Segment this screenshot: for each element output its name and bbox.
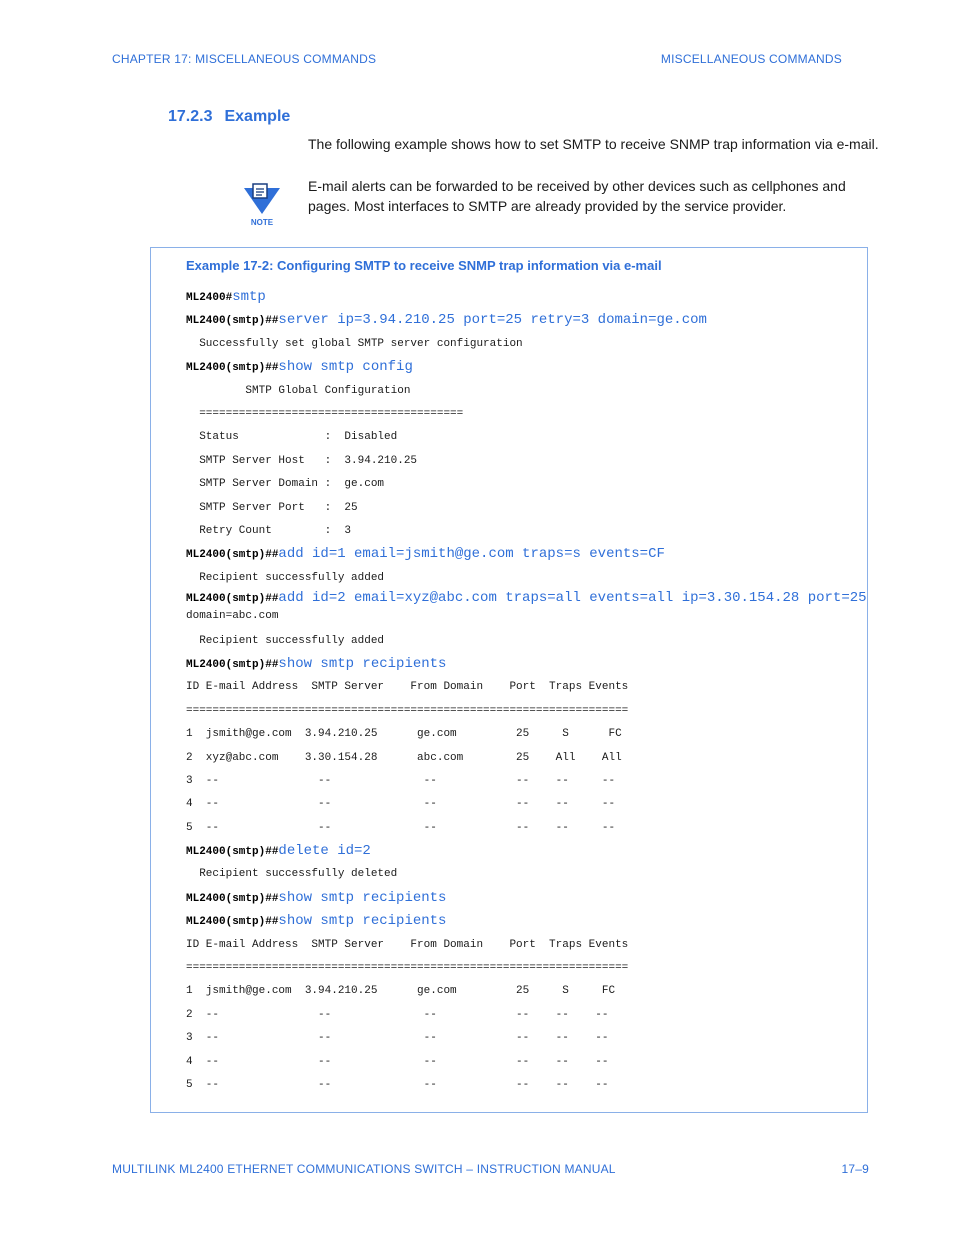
output-line: SMTP Server Domain : ge.com: [186, 478, 385, 491]
note-icon-label: NOTE: [250, 218, 274, 227]
command-line: [186, 286, 867, 309]
cli-command: add id=2 email=xyz@abc.com traps=all events=all ip=3.30.154.28 port=25: [278, 590, 867, 607]
chapter-header: CHAPTER 17: MISCELLANEOUS COMMANDS: [112, 52, 377, 66]
cli-prompt: ML2400(smtp)##: [186, 593, 279, 606]
command-line: [186, 590, 867, 608]
cli-command: show smtp config: [278, 359, 413, 376]
output-line: 3 -- -- -- -- -- --: [186, 774, 616, 787]
cli-command: show smtp recipients: [278, 889, 447, 906]
output-line: Retry Count : 3: [186, 524, 352, 537]
section-title: Example: [224, 108, 291, 125]
cli-prompt: ML2400(smtp)##: [186, 846, 279, 859]
page-number: 17–9: [841, 1162, 869, 1176]
cli-prompt: ML2400(smtp)##: [186, 892, 279, 905]
code-block: [186, 286, 867, 1097]
command-line: [186, 887, 867, 910]
output-line: Recipient successfully added: [186, 571, 385, 584]
cli-prompt: ML2400(smtp)##: [186, 315, 279, 328]
output-line: SMTP Server Host : 3.94.210.25: [186, 454, 418, 467]
output-line: 1 jsmith@ge.com 3.94.210.25 ge.com 25 S FC: [186, 728, 622, 741]
output-line: SMTP Global Configuration: [186, 384, 411, 397]
output-line: ID E-mail Address SMTP Server From Domain Port Traps Events: [186, 681, 629, 694]
output-line: ========================================: [186, 407, 464, 420]
section-header: MISCELLANEOUS COMMANDS: [660, 52, 842, 66]
section-heading: [168, 108, 290, 126]
output-line: Status : Disabled: [186, 431, 398, 444]
note-icon: [242, 182, 282, 228]
output-line: Recipient successfully deleted: [186, 868, 398, 881]
command-line: [186, 910, 867, 933]
command-line: [186, 840, 867, 863]
cli-prompt: ML2400(smtp)##: [186, 549, 279, 562]
example-box: [150, 247, 868, 1113]
output-line: 2 -- -- -- -- -- --: [186, 1008, 609, 1021]
output-line: Recipient successfully added: [186, 634, 385, 647]
output-line: 5 -- -- -- -- -- --: [186, 1079, 609, 1091]
output-line: domain=abc.com: [186, 609, 279, 622]
note-text: E-mail alerts can be forwarded to be received by other devices such as cellphones and pages. Most interfaces to SMTP are already provided by the service provider.: [308, 178, 846, 214]
intro-paragraph: The following example shows how to set SMTP to receive SNMP trap information via e-mail.: [308, 136, 879, 152]
cli-prompt: ML2400(smtp)##: [186, 916, 279, 929]
cli-prompt: ML2400#: [186, 292, 233, 304]
cli-command: add id=1 email=jsmith@ge.com traps=s events=CF: [278, 546, 665, 563]
cli-prompt: ML2400(smtp)##: [186, 658, 279, 671]
output-line: 2 xyz@abc.com 3.30.154.28 abc.com 25 All All: [186, 751, 622, 764]
cli-command: show smtp recipients: [278, 655, 447, 672]
footer-title: MULTILINK ML2400 ETHERNET COMMUNICATIONS SWITCH – INSTRUCTION MANUAL: [112, 1162, 616, 1176]
output-line: SMTP Server Port : 25: [186, 501, 358, 514]
cli-command: smtp: [232, 289, 266, 305]
output-line: ID E-mail Address SMTP Server From Domain Port Traps Events: [186, 938, 629, 951]
example-title: Example 17-2: Configuring SMTP to receive SNMP trap information via e-mail: [186, 258, 662, 273]
output-line: 5 -- -- -- -- -- --: [186, 821, 616, 834]
cli-command: server ip=3.94.210.25 port=25 retry=3 domain=ge.com: [278, 312, 707, 329]
command-line: [186, 309, 867, 332]
command-line: [186, 543, 867, 566]
output-line: 3 -- -- -- -- -- --: [186, 1032, 609, 1045]
output-line: ===================================================================: [186, 704, 629, 717]
section-number: 17.2.3: [168, 108, 213, 125]
output-line: 4 -- -- -- -- -- --: [186, 798, 616, 811]
cli-command: show smtp recipients: [278, 913, 447, 930]
command-line: [186, 653, 867, 676]
output-line: 1 jsmith@ge.com 3.94.210.25 ge.com 25 S FC: [186, 985, 616, 998]
output-line: Successfully set global SMTP server configuration: [186, 337, 523, 350]
output-line: 4 -- -- -- -- -- --: [186, 1055, 609, 1068]
output-line: ===================================================================: [186, 962, 629, 975]
command-line: [186, 356, 867, 379]
cli-prompt: ML2400(smtp)##: [186, 362, 279, 375]
cli-command: delete id=2: [278, 843, 371, 860]
